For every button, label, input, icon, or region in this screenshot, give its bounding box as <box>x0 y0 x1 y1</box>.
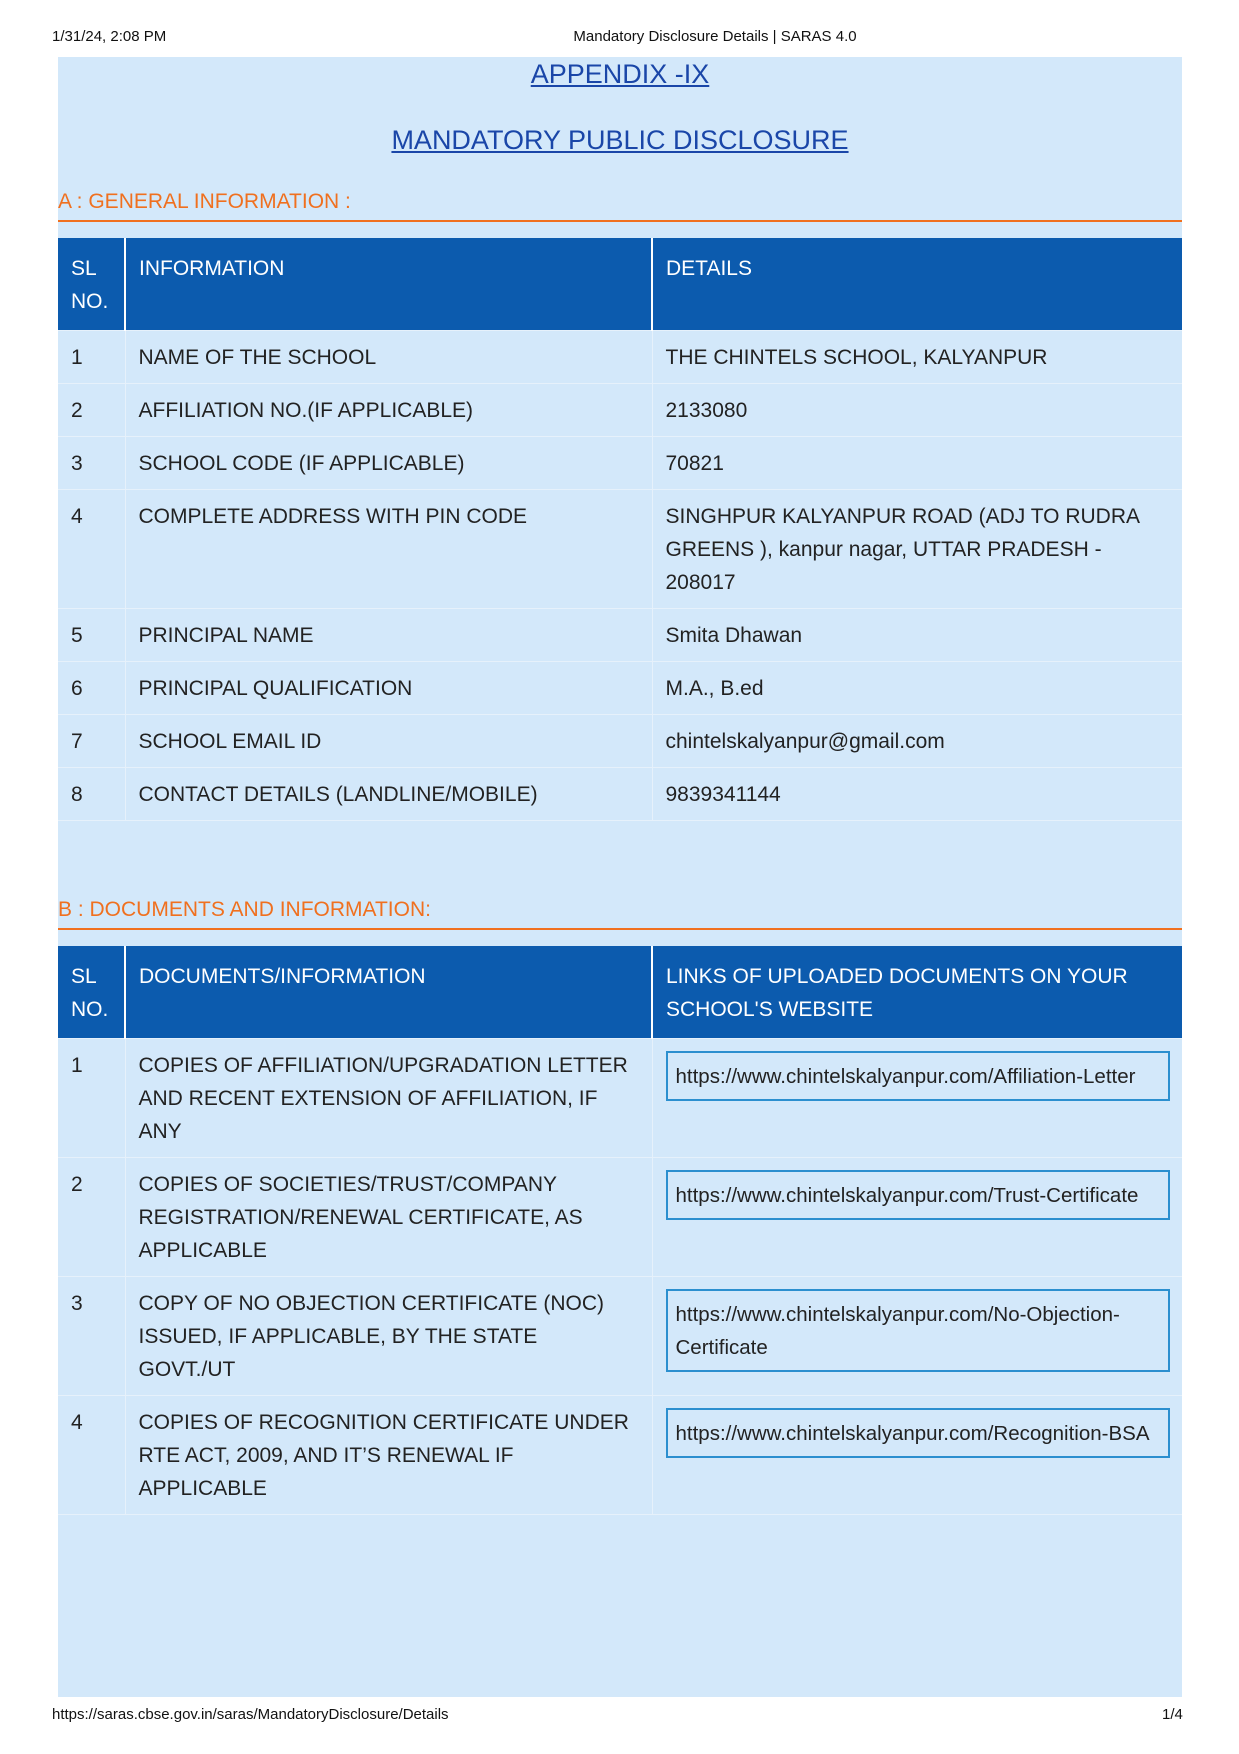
row-info: SCHOOL EMAIL ID <box>125 715 652 768</box>
table-row <box>58 768 1182 821</box>
row-info: SCHOOL CODE (IF APPLICABLE) <box>125 437 652 490</box>
row-info: AFFILIATION NO.(IF APPLICABLE) <box>125 384 652 437</box>
row-details: Smita Dhawan <box>652 609 1182 662</box>
row-info: NAME OF THE SCHOOL <box>125 331 652 384</box>
table-header-row <box>58 238 1182 331</box>
table-row <box>58 1158 1182 1277</box>
row-document: COPIES OF AFFILIATION/UPGRADATION LETTER AND RECENT EXTENSION OF AFFILIATION, IF ANY <box>125 1039 652 1158</box>
document-link-field[interactable]: https://www.chintelskalyanpur.com/Trust-Certificate <box>666 1170 1171 1220</box>
row-link-cell <box>652 1277 1182 1396</box>
row-details: SINGHPUR KALYANPUR ROAD (ADJ TO RUDRA GREENS ), kanpur nagar, UTTAR PRADESH - 208017 <box>652 490 1182 609</box>
row-sl: 6 <box>58 662 125 715</box>
header-details: DETAILS <box>652 238 1182 331</box>
table-row <box>58 609 1182 662</box>
row-sl: 2 <box>58 1158 125 1277</box>
row-document: COPY OF NO OBJECTION CERTIFICATE (NOC) ISSUED, IF APPLICABLE, BY THE STATE GOVT./UT <box>125 1277 652 1396</box>
row-sl: 5 <box>58 609 125 662</box>
row-details: chintelskalyanpur@gmail.com <box>652 715 1182 768</box>
section-b-title: B : DOCUMENTS AND INFORMATION: <box>58 898 1182 930</box>
row-details: 2133080 <box>652 384 1182 437</box>
row-details: M.A., B.ed <box>652 662 1182 715</box>
disclosure-content <box>58 57 1182 1697</box>
row-sl: 4 <box>58 490 125 609</box>
row-info: CONTACT DETAILS (LANDLINE/MOBILE) <box>125 768 652 821</box>
table-row <box>58 1396 1182 1515</box>
row-details: 9839341144 <box>652 768 1182 821</box>
row-info: COMPLETE ADDRESS WITH PIN CODE <box>125 490 652 609</box>
row-sl: 2 <box>58 384 125 437</box>
row-sl: 7 <box>58 715 125 768</box>
table-row <box>58 715 1182 768</box>
header-sl-no: SL NO. <box>58 946 125 1039</box>
table-row <box>58 490 1182 609</box>
row-link-cell <box>652 1039 1182 1158</box>
row-sl: 3 <box>58 1277 125 1396</box>
document-link-field[interactable]: https://www.chintelskalyanpur.com/Affiliation-Letter <box>666 1051 1171 1101</box>
row-sl: 8 <box>58 768 125 821</box>
print-datetime: 1/31/24, 2:08 PM <box>52 28 167 45</box>
row-sl: 3 <box>58 437 125 490</box>
row-details: THE CHINTELS SCHOOL, KALYANPUR <box>652 331 1182 384</box>
table-row <box>58 331 1182 384</box>
page-number: 1/4 <box>1162 1706 1183 1723</box>
table-row <box>58 1039 1182 1158</box>
row-link-cell <box>652 1158 1182 1277</box>
row-link-cell <box>652 1396 1182 1515</box>
header-links: LINKS OF UPLOADED DOCUMENTS ON YOUR SCHOOL'S WEBSITE <box>652 946 1182 1039</box>
header-documents: DOCUMENTS/INFORMATION <box>125 946 652 1039</box>
row-info: PRINCIPAL QUALIFICATION <box>125 662 652 715</box>
general-information-table <box>58 238 1182 821</box>
row-document: COPIES OF RECOGNITION CERTIFICATE UNDER RTE ACT, 2009, AND IT’S RENEWAL IF APPLICABLE <box>125 1396 652 1515</box>
section-a-title: A : GENERAL INFORMATION : <box>58 190 1182 222</box>
header-sl-no: SL NO. <box>58 238 125 331</box>
main-heading[interactable]: MANDATORY PUBLIC DISCLOSURE <box>391 125 849 155</box>
row-sl: 1 <box>58 1039 125 1158</box>
print-page-title: Mandatory Disclosure Details | SARAS 4.0 <box>573 28 857 45</box>
table-header-row <box>58 946 1182 1039</box>
row-details: 70821 <box>652 437 1182 490</box>
document-link-field[interactable]: https://www.chintelskalyanpur.com/No-Objection-Certificate <box>666 1289 1171 1372</box>
appendix-heading[interactable]: APPENDIX -IX <box>530 59 710 89</box>
table-row <box>58 662 1182 715</box>
print-header <box>0 28 1239 50</box>
header-information: INFORMATION <box>125 238 652 331</box>
document-link-field[interactable]: https://www.chintelskalyanpur.com/Recognition-BSA <box>666 1408 1171 1458</box>
table-row <box>58 437 1182 490</box>
table-row <box>58 384 1182 437</box>
table-row <box>58 1277 1182 1396</box>
documents-table <box>58 946 1182 1515</box>
row-info: PRINCIPAL NAME <box>125 609 652 662</box>
row-sl: 1 <box>58 331 125 384</box>
print-url: https://saras.cbse.gov.in/saras/MandatoryDisclosure/Details <box>52 1706 449 1723</box>
row-sl: 4 <box>58 1396 125 1515</box>
row-document: COPIES OF SOCIETIES/TRUST/COMPANY REGISTRATION/RENEWAL CERTIFICATE, AS APPLICABLE <box>125 1158 652 1277</box>
